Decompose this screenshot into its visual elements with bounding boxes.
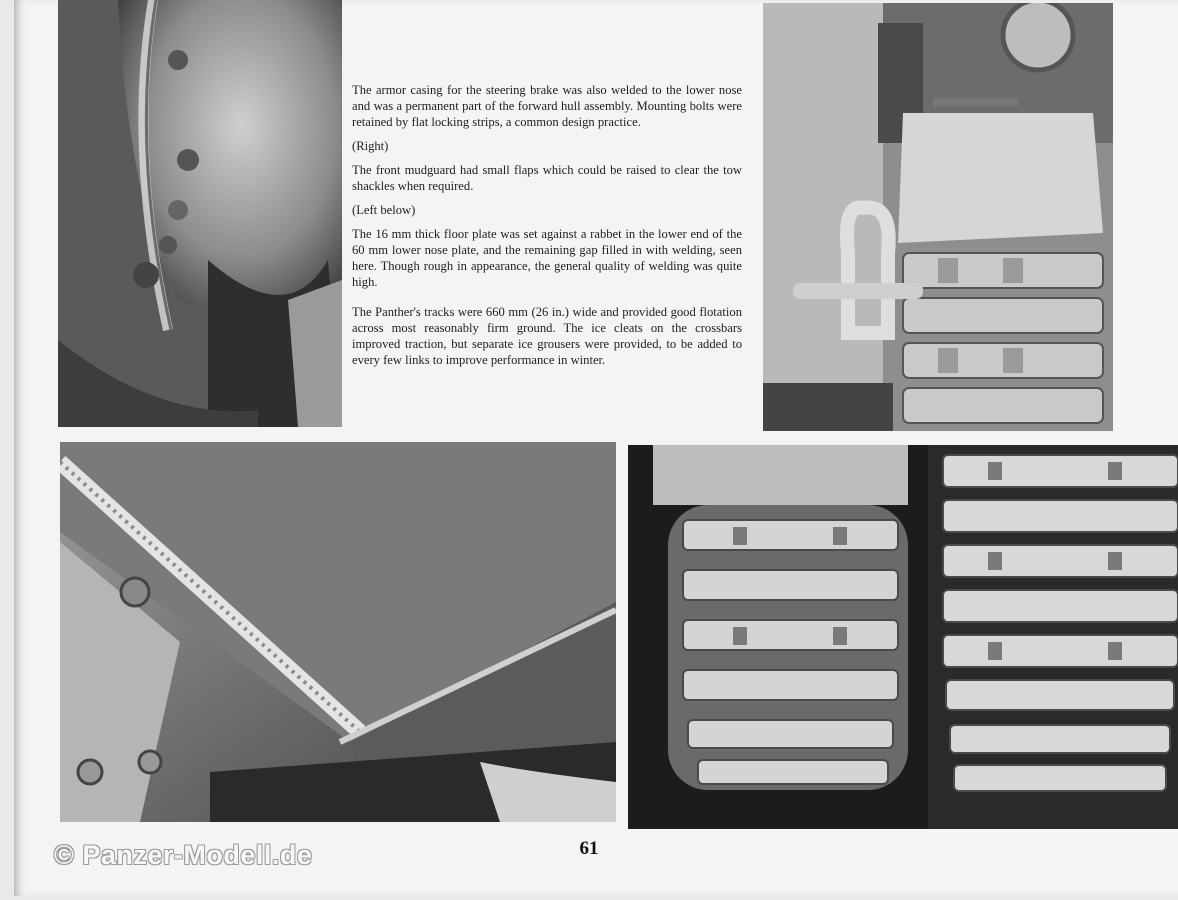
caption-text-column	[352, 82, 742, 376]
watermark: © Panzer-Modell.de	[54, 840, 313, 870]
caption-floor-plate: The 16 mm thick floor plate was set against a rabbet in the lower end of the 60 mm lower nose plate, and the remaining gap filled in with welding, seen here. Though rough in appearance, the general quality of welding was quite high.	[352, 227, 742, 289]
caption-label-left-below: (Left below)	[352, 203, 416, 217]
caption-label-right: (Right)	[352, 139, 389, 153]
photo-floor-plate-weld	[60, 442, 616, 822]
book-page	[14, 0, 1178, 896]
photo-mudguard-tow-shackle	[763, 3, 1113, 431]
photo-tracks-ice-cleats	[628, 445, 1178, 829]
page-number: 61	[579, 838, 599, 859]
caption-mudguard: The front mudguard had small flaps which could be raised to clear the tow shackles when required.	[352, 163, 742, 193]
photo-steering-brake-casing	[58, 0, 342, 427]
caption-steering-brake: The armor casing for the steering brake was also welded to the lower nose and was a permanent part of the forward hull assembly. Mounting bolts were retained by flat locking strips, a common design practice.	[352, 83, 742, 129]
caption-tracks: The Panther's tracks were 660 mm (26 in.) wide and provided good flotation across most reasonably firm ground. The ice cleats on the crossbars improved traction, but separate ice grousers were provided, to be added to every few links to improve performance in winter.	[352, 305, 742, 367]
